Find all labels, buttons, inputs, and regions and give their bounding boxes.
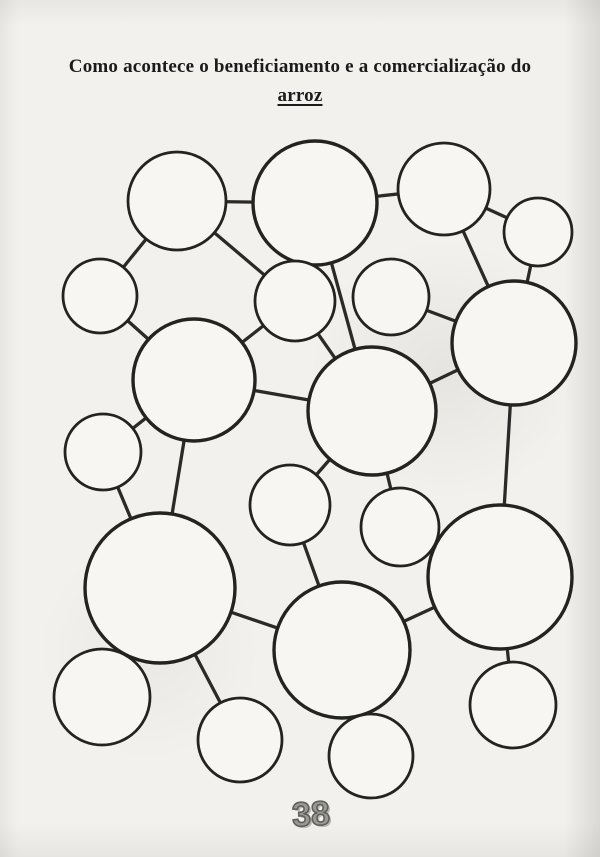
- page-number: 38: [291, 794, 331, 835]
- node-hut-e: [470, 662, 556, 748]
- title-line-2: arroz: [277, 85, 323, 107]
- node-vendor-e: [428, 505, 572, 649]
- node-sack-wl: [65, 414, 141, 490]
- node-couple-w: [133, 319, 255, 441]
- node-hut-c: [329, 714, 413, 798]
- node-pile-c: [255, 261, 335, 341]
- node-field: [253, 141, 377, 265]
- title-line-1: Como acontece o beneficiamento e a comercialização do: [68, 56, 532, 77]
- nodes-layer: [54, 141, 576, 798]
- node-sack-cl: [250, 465, 330, 545]
- node-vendor-w: [85, 513, 235, 663]
- node-sack-cr: [353, 259, 429, 335]
- node-hut-w: [198, 698, 282, 782]
- node-vendor-c: [274, 582, 410, 718]
- node-couple-e: [452, 281, 576, 405]
- node-sack-e: [504, 198, 572, 266]
- node-pile-nw: [128, 152, 226, 250]
- node-couple-c: [308, 347, 436, 475]
- node-sack-cl2: [361, 488, 439, 566]
- node-sack-w: [63, 259, 137, 333]
- node-city: [54, 649, 150, 745]
- node-pile-ne: [398, 143, 490, 235]
